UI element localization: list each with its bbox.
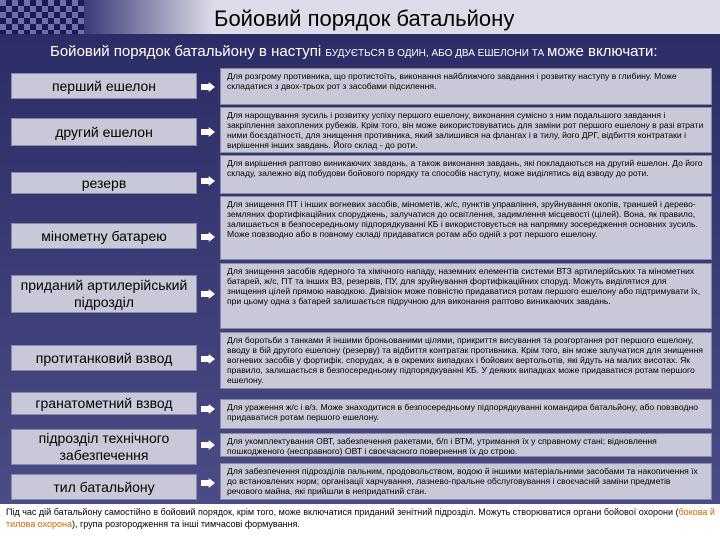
arrow-right-icon bbox=[201, 289, 215, 299]
row-label-reserve: резерв bbox=[11, 172, 197, 194]
row-text-antitank-platoon: Для боротьби з танками й іншими броньованими цілями, прикриття висування та розгортання рот першого ешелону, вводу в бій другого ешелону (резерву) та відбиття контратак противника. Крім того, він може залучатися для знищення вогневих засобів у фортифік. спорудах, а в окремих випадках і бойових вертольотів, які йдуть на малих висотах. Як правило, залишається в безпосередньому підпорядкуванні КБ. У деяких випадках може придаватися ротам першого ешелону. bbox=[220, 332, 712, 389]
arrow-right-icon bbox=[201, 127, 215, 137]
subtitle-part-2: БУДУЄТЬСЯ bbox=[325, 48, 385, 59]
row-text-grenade-platoon: Для ураження ж/с і в/з. Може знаходитися в безпосередньому підпорядкуванні командира батальйону, або повзводно придаватися ротам першого ешелону. bbox=[220, 399, 712, 429]
gradient-decoration bbox=[84, 0, 214, 34]
footer-note bbox=[6, 506, 716, 530]
row-text-mortar-battery: Для знищення ПТ і інших вогневих засобів, мінометів, ж/с, пунктів управління, зруйнування окопів, траншей і дерево-земляних фортифікаційних споруджень, залучатися до освітлення, задимлення місцевості (цілей). Вона, як правило, залишається в безпосередньому підпорядкуванні КБ і використовується на напрямку зосередження основних зусиль. Може повзводно або в повному складі придаватися ротам або одній з рот першого ешелону. bbox=[220, 196, 712, 260]
title-bar bbox=[0, 0, 720, 34]
page-title: Бойовий порядок батальйону bbox=[214, 6, 515, 31]
row-label-mortar-battery: мінометну батарею bbox=[11, 223, 197, 249]
arrow-right-icon bbox=[201, 404, 215, 414]
row-label-second-echelon: другий ешелон bbox=[11, 118, 197, 146]
footer-part-1: Під час дій батальйону самостійно в бойовий порядок, крім того, може включатися приданий зенітний підрозділ. Можуть створюватися органи бойової охорони ( bbox=[6, 507, 679, 517]
row-label-antitank-platoon: протитанковий взвод bbox=[11, 345, 197, 371]
row-text-attached-artillery: Для знищення засобів ядерного та хімічного нападу, наземних елементів системи ВТЗ артилерійських та мінометних батарей, ж/с, ПТ та інших ВЗ, резервів, ПУ, для зруйнування фортифікаційних споруд. Можуть виділятися для знищення цілей прямою наводкою. Дивізіон може повністю придаватися ротам першого ешелону або підтримувати їх, при цьому одна з батарей залишається підручною для виконання раптово виникаючих завдань. bbox=[220, 263, 712, 329]
arrow-right-icon bbox=[201, 176, 215, 186]
subtitle-part-3: В ОДИН, АБО ДВА ЕШЕЛОНИ ТА bbox=[384, 48, 547, 59]
main-panel bbox=[0, 34, 720, 504]
row-text-battalion-rear: Для забезпечення підрозділів пальним, продовольством, водою й іншими матеріальними засобами та накопичення їх до встановлених норм; організації харчування, лазнево-пральне обслуговування і своєчасній заміни предметів речового майна, які прийшли в непридатний стан. bbox=[220, 463, 712, 500]
row-label-technical-support: підрозділ технічного забезпечення bbox=[11, 429, 197, 465]
row-label-battalion-rear: тил батальйону bbox=[11, 474, 197, 500]
row-text-first-echelon: Для розгрому противника, що протистоїть, виконання найближчого завдання і розвитку наступу в глибину. Може складатися з двох-трьох рот з засобами підсилення. bbox=[220, 68, 712, 105]
footer-part-2: ), група розгородження та інші тимчасові формування. bbox=[72, 519, 300, 529]
subtitle-part-1: Бойовий порядок батальйону в наступі bbox=[50, 43, 326, 60]
arrow-right-icon bbox=[201, 478, 215, 488]
arrow-right-icon bbox=[201, 82, 215, 92]
row-label-first-echelon: перший ешелон bbox=[11, 73, 197, 99]
checker-pattern-decoration bbox=[0, 0, 84, 34]
row-label-attached-artillery: приданий артилерійський підрозділ bbox=[11, 275, 197, 313]
subtitle-part-4: може включати: bbox=[546, 43, 658, 60]
arrow-right-icon bbox=[201, 354, 215, 364]
row-text-second-echelon: Для нарощування зусиль і розвитку успіху першого ешелону, виконання сумісно з ним подальшого завдання і закріплення захоплених рубежів. Крім того, він може використовуватись для заміни рот першого ешелону в разі втрати ними боєздатності, для знищення противника, який залишився на флангах і в тилу, його ДРГ, відбиття контратаки і вирішення інших завдань. Його склад - до роти. bbox=[220, 107, 712, 153]
row-label-grenade-platoon: гранатометний взвод bbox=[11, 392, 197, 415]
arrow-right-icon bbox=[201, 232, 215, 242]
row-text-technical-support: Для укомплектування ОВТ, забезпечення ракетами, б/п і ВТМ, утримання їх у справному стані; відновлення пошкодженого (несправного) ОВТ і своєчасного повернення їх до строю. bbox=[220, 433, 712, 457]
subtitle bbox=[50, 43, 658, 60]
footer-highlight: бокова й тилова охорона bbox=[6, 507, 715, 529]
row-text-reserve: Для вирішення раптово виникаючих завдань, а також виконання завдань, які покладаються на другий ешелон. До його складу, залежно від побудови бойового порядку та способів наступу, може виділятись від взводу до роти. bbox=[220, 155, 712, 194]
arrow-right-icon bbox=[201, 440, 215, 450]
